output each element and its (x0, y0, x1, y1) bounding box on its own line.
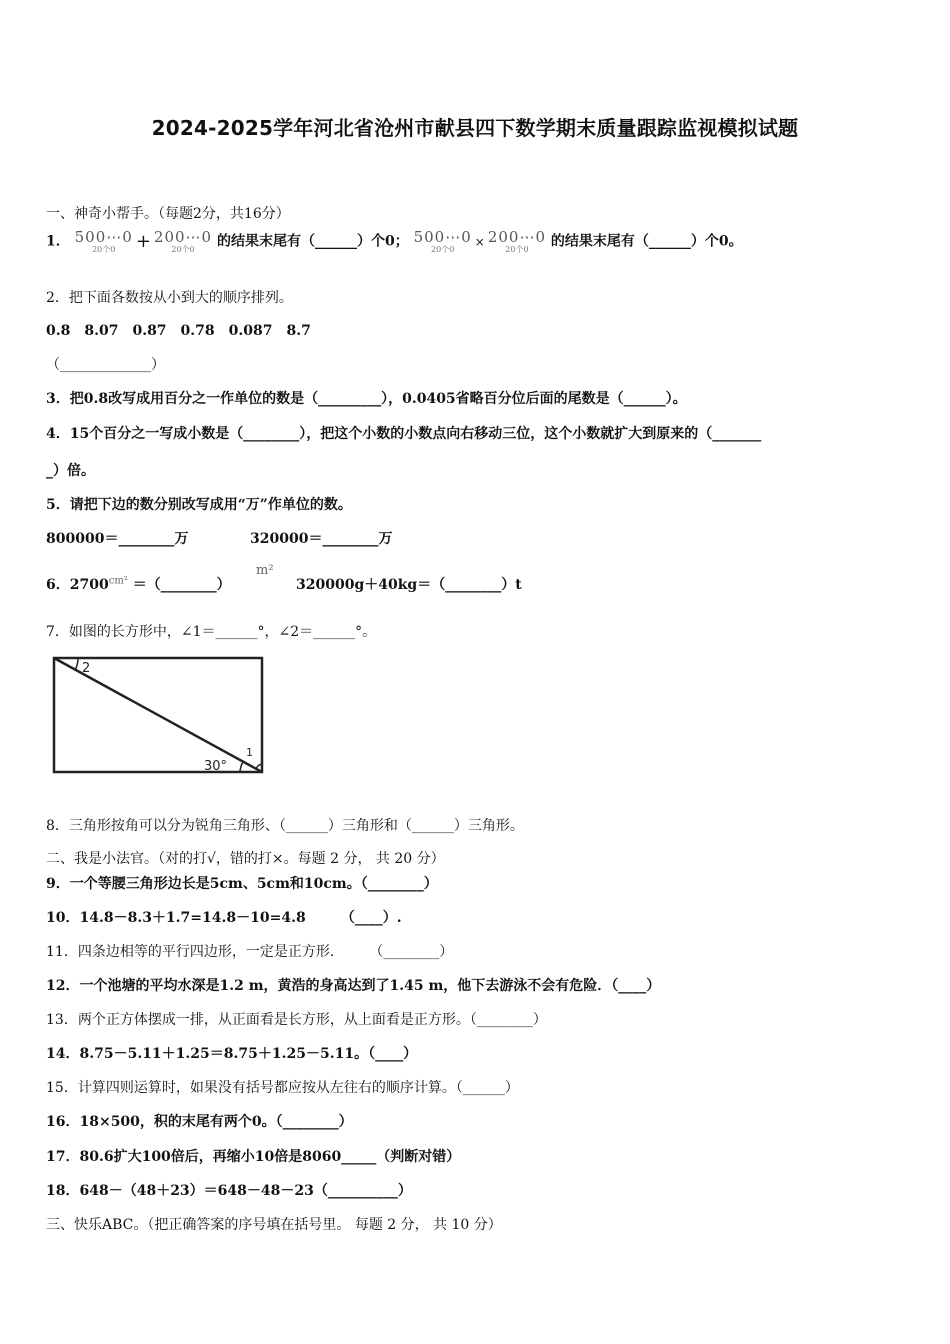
fraction-b-value: 200⋯0 (153, 228, 213, 246)
section-1-heading: 一、神奇小帮手。（每题2分，共16分） (46, 206, 290, 222)
fraction-c (414, 228, 472, 255)
angle-2-arc (75, 658, 78, 670)
times-sign: × (474, 234, 485, 249)
question-12: 12．一个池塘的平均水深是1.2 m，黄浩的身高达到了1.45 m，他下去游泳不会有危险．（____） (46, 978, 661, 994)
page-title: 2024-2025学年河北省沧州市献县四下数学期末质量跟踪监视模拟试题 (151, 116, 799, 140)
question-5: 5．请把下边的数分别改写成用“万”作单位的数。 (46, 497, 352, 513)
rectangle-figure (48, 652, 270, 780)
fraction-a-value: 500⋯0 (74, 228, 133, 246)
fraction-c-note: 20个0 (431, 245, 455, 254)
question-2-numbers: 0.8 8.07 0.87 0.78 0.087 8.7 (46, 323, 311, 339)
angle-2-label: 2 (82, 661, 91, 676)
question-2: 2．把下面各数按从小到大的顺序排列。 (46, 290, 293, 306)
fraction-d-value: 200⋯0 (487, 228, 547, 246)
question-10: 10．14.8－8.3＋1.7=14.8－10=4.8 （____）. (46, 910, 402, 926)
fraction-c-value: 500⋯0 (413, 228, 472, 246)
unit-square-cm: cm² (108, 575, 128, 587)
question-7: 7．如图的长方形中，∠1＝______°，∠2＝______°。 (46, 624, 377, 640)
unit-square-m: m² (256, 563, 274, 578)
question-2-answer-blank: （_____________） (46, 357, 165, 373)
question-3: 3．把0.8改写成用百分之一作单位的数是（_________），0.0405省略百分位后面的尾数是（______）。 (46, 391, 687, 407)
question-17: 17．80.6扩大100倍后，再缩小10倍是8060_____（判断对错） (46, 1149, 461, 1165)
angle-30-label: 30° (204, 759, 228, 774)
question-1 (46, 228, 743, 255)
angle-30-arc (240, 762, 243, 772)
question-9: 9．一个等腰三角形边长是5cm、5cm和10cm。（________） (46, 876, 438, 892)
angle-1-label: 1 (246, 746, 253, 759)
question-1-number: 1． (46, 233, 70, 250)
plus-sign: + (135, 231, 151, 252)
question-14: 14．8.75－5.11＋1.25＝8.75＋1.25－5.11。（____） (46, 1046, 418, 1062)
question-6-part-b: 320000g＋40kg＝（________）t (296, 577, 522, 593)
question-16: 16．18×500，积的末尾有两个0。（________） (46, 1114, 353, 1130)
question-15: 15．计算四则运算时，如果没有括号都应按从左往右的顺序计算。（______） (46, 1080, 519, 1096)
fraction-d-note: 20个0 (505, 245, 529, 254)
question-4-continued: _）倍。 (46, 463, 95, 479)
section-2-heading: 二、我是小法官。（对的打√，错的打×。每题 2 分， 共 20 分） (46, 851, 445, 867)
fraction-b-note: 20个0 (171, 245, 195, 254)
question-18: 18．648－（48＋23）＝648－48－23（__________） (46, 1183, 412, 1199)
question-6 (46, 574, 231, 594)
question-5-part-a: 800000＝________万 (46, 531, 189, 547)
question-11: 11．四条边相等的平行四边形，一定是正方形. （________） (46, 944, 454, 960)
question-6-value: 6．2700 (46, 577, 109, 593)
fraction-b (154, 228, 212, 255)
question-8: 8．三角形按角可以分为锐角三角形、（______）三角形和（______）三角形。 (46, 818, 524, 834)
fraction-a (75, 228, 133, 255)
fraction-d (488, 228, 546, 255)
question-1-text-b: 的结果末尾有（______）个0。 (550, 233, 743, 250)
question-1-text-a: 的结果末尾有（______）个0； (216, 233, 409, 250)
question-4: 4．15个百分之一写成小数是（________），把这个小数的小数点向右移动三位，这个小数就扩大到原来的（_______ (46, 426, 762, 442)
question-6-equals: ＝（________） (132, 577, 231, 593)
question-13: 13．两个正方体摆成一排，从正面看是长方形，从上面看是正方形。（________） (46, 1012, 547, 1028)
fraction-a-note: 20个0 (92, 245, 116, 254)
question-5-part-b: 320000＝________万 (250, 531, 393, 547)
section-3-heading: 三、快乐ABC。（把正确答案的序号填在括号里。 每题 2 分， 共 10 分） (46, 1217, 502, 1233)
